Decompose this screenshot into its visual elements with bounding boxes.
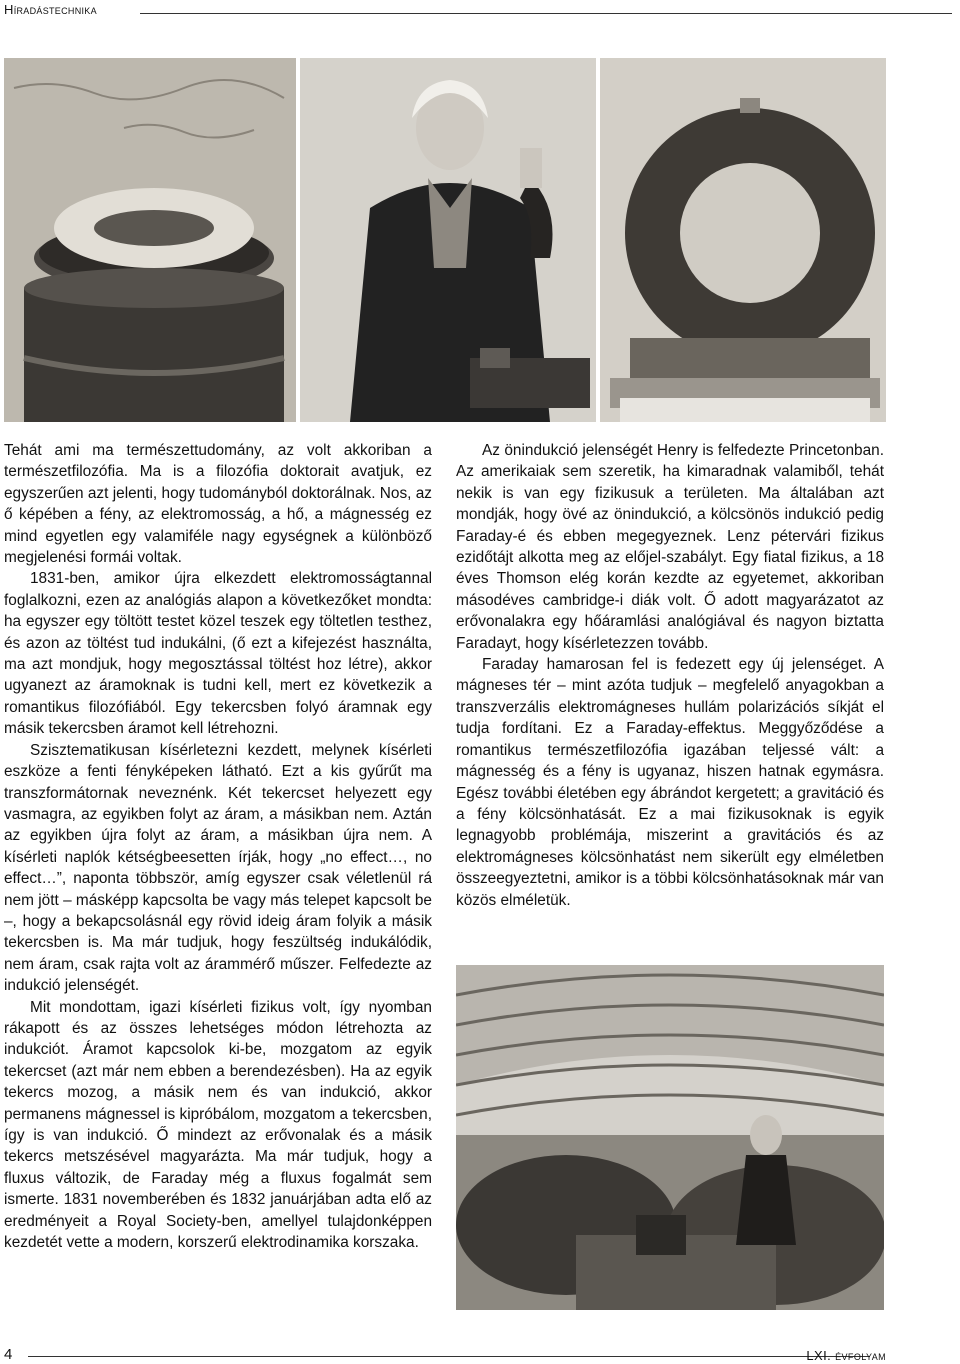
page-number: 4	[4, 1346, 13, 1363]
photo-iron-ring-transformer	[600, 58, 886, 422]
section-header: Híradástechnika	[4, 2, 97, 17]
photo-faraday-portrait	[300, 58, 596, 422]
paragraph: Az önindukció jelenségét Henry is felfedezte Princetonban. Az amerikaiak sem szeretik, ha kimaradnak valamiből, tehát nekik is van egy fizikusuk a területen. Ma általában azt mondják, hogy övé az önindukció, a kölcsönös indukció pedig Faraday-é és ebben megegyeznek. Lenz pétervári fizikus ezidőtájt alkotta meg az előjel-szabályt. Egy fiatal fizikus, a 18 éves Thomson elég korán kezdte az egyetemet, akkoriban másodéves cambridge-i diák volt. Ő adott magyarázatot az erővonalakra egy hőáramlási analógiával és nagyon biztatta Faradayt, hogy kísérletezzen tovább.	[456, 442, 884, 652]
paragraph: Faraday hamarosan fel is fedezett egy új jelenséget. A mágneses tér – mint azóta tudjuk – megfelelő anyagokban a transzverzális elektromágneses hullám polarizációs síkját el tudja fordítani. Ez a Faraday-effektus. Meggyőződése a romantikus természetfilozófia igazában teljessé vált: a mágnesség és a fény is ugyanaz, hiszen hatnak egymásra. Egész további életében egy ábrándot kergetett; a gravitáció és a fény kölcsönhatását. Ez a mai fizikusoknak is egyik legnagyobb problémája, miszerint a gravitációs és az elektromágneses kölcsönhatást nem sikerült egy elméletben összeegyeztetni, amikor is a többi kölcsönhatásoknak már van közös elméletük.	[456, 656, 884, 909]
paragraph: Szisztematikusan kísérletezni kezdett, melynek kísérleti eszköze a fenti fényképeken látható. Ezt a kis gyűrűt ma transzformátornak neveznénk. Két tekercset helyezett egy vasmagra, az egyikben folyt az áram, a másikban nem. Aztán az egyikben újra folyt az áram, a másikban újra nem. A kísérleti naplók kétségbeesetten írják, hogy „no effect…, no effect…”, naponta többször, amíg egyszer csak véletlenül rá nem jött – másképp kapcsolta be vagy más telepet kapcsolt be –, hogy a bekapcsolásnál egy rövid ideig áram folyik a másik tekercsben is. Ma már tudjuk, hogy feszültség indukálódik, nem áram, csak rajta volt az árammérő műszer. Felfedezte az indukció jelenségét.	[4, 741, 432, 995]
paragraph: 1831-ben, amikor újra elkezdett elektromosságtannal foglalkozni, ezen az analógiás alapon a következőket mondta: ha egyszer egy töltött testet közel teszek egy töltetlen testhez, és azon az töltést tud indukálni, (ő ezt a kifejezést használta, ma azt mondjuk, hogy megosztással töltést hoz létre), akkor ugyanezt az áramoknak is tudni kell, mert ez következik a romantikus filozófiából. Egy tekercsben folyó áramnak egy másik tekercsben áramot kell létrehozni.	[4, 570, 432, 738]
photo-induction-coil	[4, 58, 296, 422]
paragraph: Tehát ami ma természettudomány, az volt akkoriban a természetfilozófia. Ma is a filozófia doktorait avatjuk, ez egyszerűen azt jelenti, hogy tudományból doktorálnak. Nos, az ő képében a fény, az elektromosság, a hő, a mágnesség ez mind egyetlen egy valamiféle nagy egységnek a különböző megjelenési formái voltak.	[4, 442, 432, 567]
volume-label: LXI. évfolyam	[806, 1348, 886, 1363]
right-column	[456, 440, 884, 911]
header-rule	[140, 13, 952, 14]
footer-rule	[28, 1356, 870, 1357]
left-column	[4, 440, 432, 1253]
paragraph: Mit mondottam, igazi kísérleti fizikus volt, így nyomban rákapott és az összes lehetséges módon létrehozta az indukciót. Áramot kapcsolok ki-be, mozgatom az egyik tekercset (azt már nem ebben a berendezésben). Ha az egyik tekercs mozog, a másik nem és van indukció, akkor permanens mágnessel is kipróbálom, mozgatom a tekercsben, így is van indukció. Ő mindezt az erővonalak és a másik tekercs metszésével magyarázta. Ma már tudjuk, hogy a fluxus változik, de Faraday még a fluxus fogalmát sem ismerte. 1831 novemberében és 1832 januárjában adta elő az eredményeit a Royal Society-ben, amellyel tulajdonképpen kezdetét vette a modern, korszerű elektrodinamika korszaka.	[4, 998, 432, 1252]
engraving-royal-institution-lecture	[456, 965, 884, 1310]
